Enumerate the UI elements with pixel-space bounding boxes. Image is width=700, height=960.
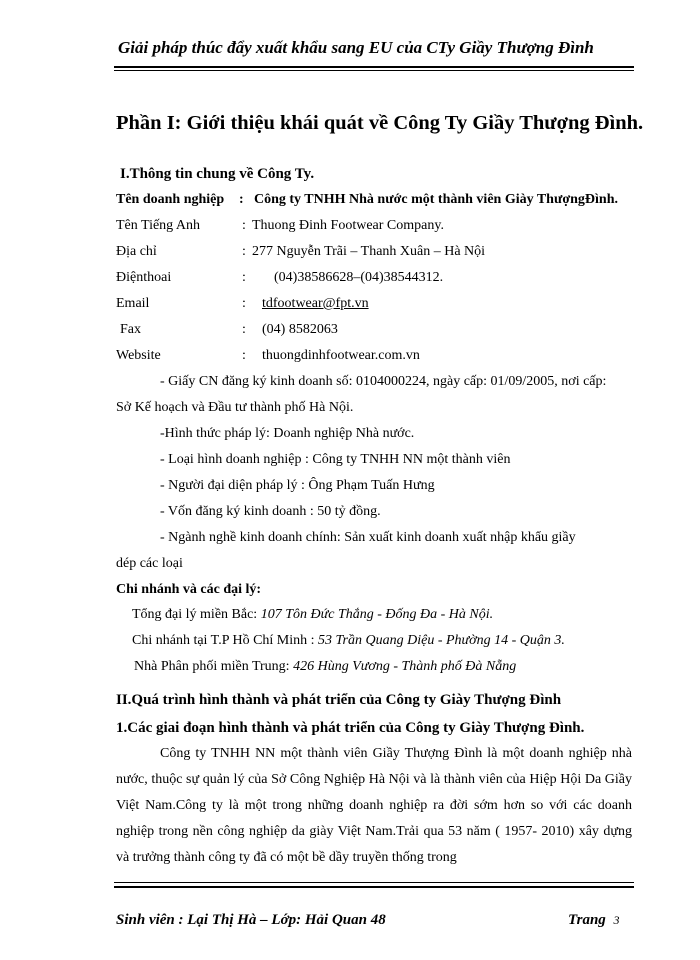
branch-label: Chi nhánh tại T.P Hồ Chí Minh : <box>132 633 319 648</box>
business-line: - Ngành nghề kinh doanh chính: Sản xuất kinh doanh xuất nhập khẩu giầy <box>160 530 576 545</box>
business-line-cont: dép các loại <box>116 556 183 571</box>
capital-line: - Vốn đăng ký kinh doanh : 50 tỷ đồng. <box>160 504 381 519</box>
branch-item <box>132 633 565 649</box>
info-colon: : <box>242 322 246 337</box>
email-link[interactable]: tdfootwear@fpt.vn <box>262 296 369 311</box>
license-line-cont: Sở Kế hoạch và Đầu tư thành phố Hà Nội. <box>116 400 354 415</box>
footer-student: Sinh viên : Lại Thị Hà – Lớp: Hải Quan 48 <box>116 912 386 928</box>
website-link[interactable]: thuongdinhfootwear.com.vn <box>262 348 420 363</box>
info-colon: : <box>239 192 244 207</box>
section2-heading: II.Quá trình hình thành và phát triển của Công ty Giày Thượng Đình <box>116 692 562 708</box>
branches-heading: Chi nhánh và các đại lý: <box>116 582 262 597</box>
license-line: - Giấy CN đăng ký kinh doanh số: 0104000224, ngày cấp: 01/09/2005, nơi cấp: <box>160 374 607 389</box>
part-title: Phần I: Giới thiệu khái quát về Công Ty Giầy Thượng Đình. <box>116 112 644 134</box>
branch-label: Nhà Phân phối miền Trung: <box>134 659 294 674</box>
branch-address: 53 Trần Quang Diệu - Phường 14 - Quận 3. <box>318 633 565 648</box>
footer-rule <box>114 886 634 888</box>
history-paragraph: Công ty TNHH NN một thành viên Giầy Thượng Đình là một doanh nghiệp nhà nước, thuộc sự quản lý của Sở Công Nghiệp Hà Nội và là thành viên của Hiệp Hội Da Giầy Việt Nam.Công ty là một trong những doanh nghiệp ra đời sớm hơn so với các doanh nghiệp trong nền công nghiệp da giày Việt Nam.Trải qua 53 năm ( 1957- 2010) xây dựng và trưởng thành công ty đã có một bề dầy truyền thống trong <box>116 746 632 865</box>
info-value: (04)38586628–(04)38544312. <box>274 270 444 285</box>
header-rule-thin <box>114 70 634 71</box>
info-value: Công ty TNHH Nhà nước một thành viên Giày ThượngĐình. <box>254 192 618 207</box>
info-label: Website <box>116 348 161 363</box>
running-header: Giải pháp thúc đẩy xuất khẩu sang EU của CTy Giầy Thượng Đình <box>118 38 594 57</box>
branch-item <box>134 659 516 675</box>
type-line: - Loại hình doanh nghiệp : Công ty TNHH NN một thành viên <box>160 452 511 467</box>
footer-rule-thin <box>114 882 634 883</box>
info-label: Địa chỉ <box>116 244 157 259</box>
info-value: Thuong Đinh Footwear Company. <box>252 218 444 233</box>
info-value: 277 Nguyễn Trãi – Thanh Xuân – Hà Nội <box>252 244 486 259</box>
section1-heading: I.Thông tin chung về Công Ty. <box>120 166 315 182</box>
page-number: 3 <box>613 913 620 927</box>
info-colon: : <box>242 348 246 363</box>
ownership-line: -Hình thức pháp lý: Doanh nghiệp Nhà nước. <box>160 426 415 441</box>
branch-label: Tổng đại lý miền Bắc: <box>132 607 261 622</box>
info-colon: : <box>242 244 246 259</box>
info-colon: : <box>242 270 246 285</box>
section2-subheading: 1.Các giai đoạn hình thành và phát triển của Công ty Giày Thượng Đình. <box>116 720 585 736</box>
info-colon: : <box>242 218 246 233</box>
branch-address: 107 Tôn Đức Thắng - Đống Đa - Hà Nội. <box>260 607 494 622</box>
info-label: Tên doanh nghiệp <box>116 192 225 207</box>
info-colon: : <box>242 296 246 311</box>
representative-line: - Người đại diện pháp lý : Ông Phạm Tuấn Hưng <box>160 478 435 493</box>
info-value: (04) 8582063 <box>262 322 338 337</box>
info-label: Điệnthoai <box>116 270 172 285</box>
branch-address: 426 Hùng Vương - Thành phố Đà Nẵng <box>293 659 517 674</box>
info-label: Email <box>116 296 150 311</box>
page-label: Trang <box>568 912 606 928</box>
page-number-block <box>568 912 620 929</box>
info-label: Fax <box>120 322 141 337</box>
header-rule <box>114 66 634 68</box>
branch-item <box>132 607 493 623</box>
info-label: Tên Tiếng Anh <box>116 218 201 233</box>
